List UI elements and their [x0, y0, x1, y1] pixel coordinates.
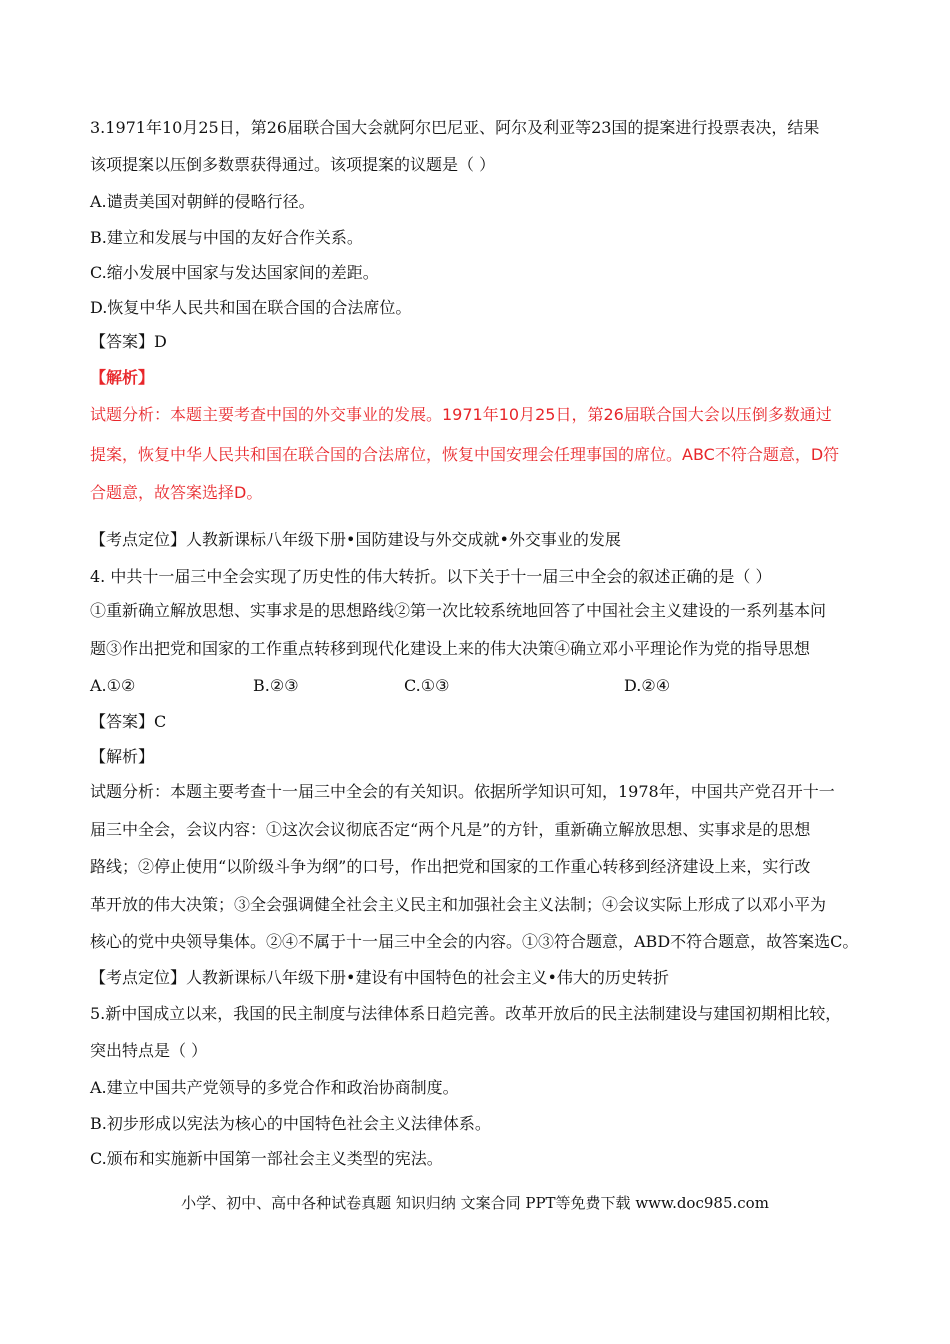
q3-analysis-heading: 【解析】 — [90, 368, 155, 387]
q4-kaodian: 【考点定位】人教新课标八年级下册•建设有中国特色的社会主义•伟大的历史转折 — [90, 968, 669, 987]
q5-option-c: C.颁布和实施新中国第一部社会主义类型的宪法。 — [90, 1149, 443, 1168]
q4-option-a: A.①② — [90, 676, 136, 695]
q4-option-b: B.②③ — [253, 676, 299, 695]
q4-option-d: D.②④ — [624, 676, 671, 695]
q4-stem-line-2: ①重新确立解放思想、实事求是的思想路线②第一次比较系统地回答了中国社会主义建设的一系列基本问 — [90, 601, 827, 620]
q4-analysis-line-3: 路线；②停止使用“以阶级斗争为纲”的口号，作出把党和国家的工作重心转移到经济建设上来，实行改 — [90, 857, 811, 876]
q4-analysis-line-1: 试题分析：本题主要考查十一届三中全会的有关知识。依据所学知识可知，1978年，中国共产党召开十一 — [90, 782, 835, 801]
q3-analysis-line-3: 合题意，故答案选择D。 — [90, 483, 263, 502]
q4-stem-line-3: 题③作出把党和国家的工作重点转移到现代化建设上来的伟大决策④确立邓小平理论作为党的指导思想 — [90, 639, 811, 658]
q4-answer: 【答案】C — [90, 712, 167, 731]
q3-kaodian: 【考点定位】人教新课标八年级下册•国防建设与外交成就•外交事业的发展 — [90, 530, 621, 549]
q5-stem-line-1: 5.新中国成立以来，我国的民主制度与法律体系日趋完善。改革开放后的民主法制建设与建国初期相比较， — [90, 1004, 842, 1023]
q3-analysis-line-2: 提案，恢复中华人民共和国在联合国的合法席位，恢复中国安理会任理事国的席位。ABC不符合题意，D符 — [90, 445, 840, 464]
q4-option-c: C.①③ — [404, 676, 450, 695]
q4-analysis-line-4: 革开放的伟大决策；③全会强调健全社会主义民主和加强社会主义法制；④会议实际上形成了以邓小平为 — [90, 895, 827, 914]
q3-option-b: B.建立和发展与中国的友好合作关系。 — [90, 228, 363, 247]
q4-analysis-heading: 【解析】 — [90, 747, 155, 766]
page-footer: 小学、初中、高中各种试卷真题 知识归纳 文案合同 PPT等免费下载 www.doc985.com — [181, 1194, 769, 1212]
q4-analysis-line-2: 届三中全会，会议内容：①这次会议彻底否定“两个凡是”的方针，重新确立解放思想、实事求是的思想 — [90, 820, 811, 839]
q3-analysis-line-1: 试题分析：本题主要考查中国的外交事业的发展。1971年10月25日，第26届联合国大会以压倒多数通过 — [90, 405, 832, 424]
q4-analysis-line-5: 核心的党中央领导集体。②④不属于十一届三中全会的内容。①③符合题意，ABD不符合题意，故答案选C。 — [90, 932, 859, 951]
q3-stem-line-2: 该项提案以压倒多数票获得通过。该项提案的议题是（ ） — [90, 155, 496, 174]
q3-option-c: C.缩小发展中国家与发达国家间的差距。 — [90, 263, 379, 282]
q5-option-a: A.建立中国共产党领导的多党合作和政治协商制度。 — [90, 1078, 459, 1097]
q3-stem-line-1: 3.1971年10月25日，第26届联合国大会就阿尔巴尼亚、阿尔及利亚等23国的提案进行投票表决，结果 — [90, 118, 820, 137]
q5-option-b: B.初步形成以宪法为核心的中国特色社会主义法律体系。 — [90, 1114, 491, 1133]
q5-stem-line-2: 突出特点是（ ） — [90, 1041, 208, 1060]
q3-option-a: A.谴责美国对朝鲜的侵略行径。 — [90, 192, 315, 211]
q4-stem-line-1: 4. 中共十一届三中全会实现了历史性的伟大转折。以下关于十一届三中全会的叙述正确的是（ ） — [90, 567, 772, 586]
q3-option-d: D.恢复中华人民共和国在联合国的合法席位。 — [90, 298, 412, 317]
q3-answer: 【答案】D — [90, 332, 167, 351]
